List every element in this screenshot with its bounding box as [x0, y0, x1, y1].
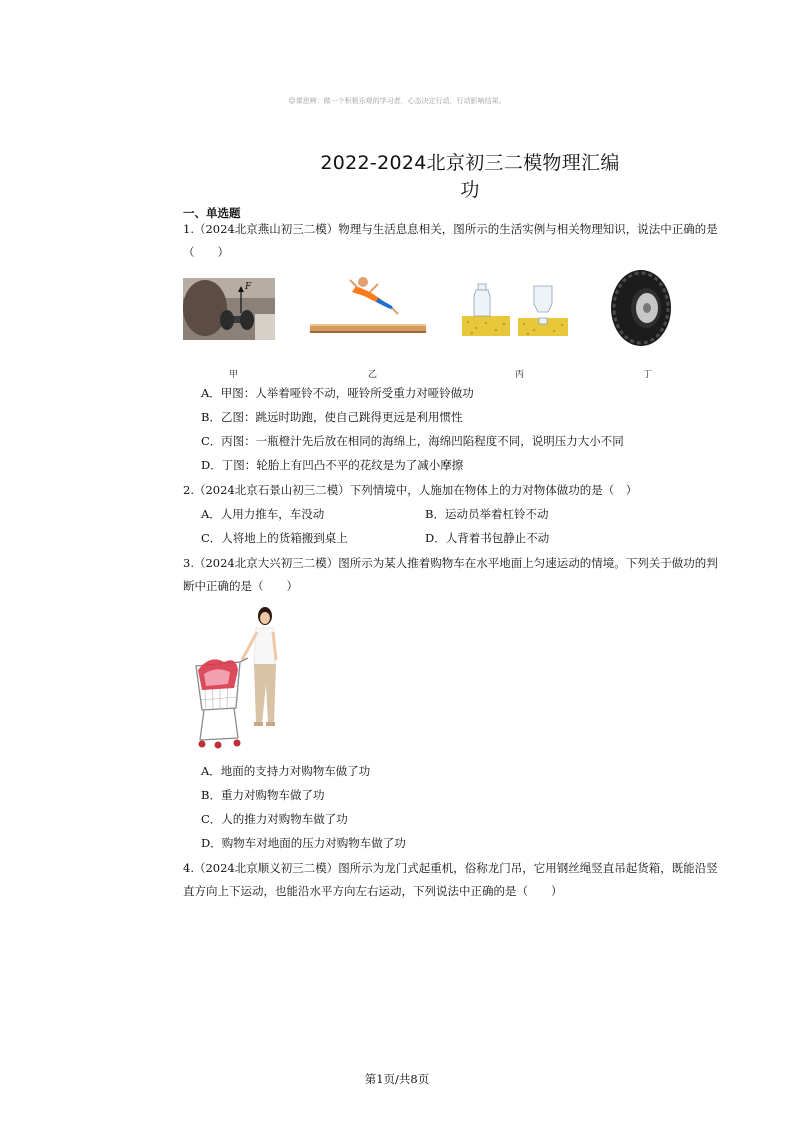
figure-jia-dumbbell [183, 278, 275, 340]
q2-option-b: B．运动员举着杠铃不动 [425, 507, 549, 521]
caption-yi: 乙 [368, 370, 378, 380]
q1-option-c: C．丙图：一瓶橙汁先后放在相同的海绵上，海绵凹陷程度不同，说明压力大小不同 [201, 434, 624, 448]
caption-ding: 丁 [643, 370, 653, 380]
title-line-2: 功 [460, 179, 480, 201]
question-3-text-line-1: 3.（2024北京大兴初三二模）图所示为某人推着购物车在水平地面上匀速运动的情境。下列关于做功的判 [183, 556, 718, 570]
title-line-1: 2022-2024北京初三二模物理汇编 [320, 152, 620, 174]
q1-option-b: B．乙图：跳远时助跑，使自己跳得更远是利用惯性 [201, 410, 463, 424]
question-4-text-line-2: 直方向上下运动，也能沿水平方向左右运动，下列说法中正确的是（ ） [183, 884, 563, 898]
force-label-f: F [245, 282, 252, 292]
question-2-text: 2.（2024北京石景山初三二模）下列情境中，人施加在物体上的力对物体做功的是（ ） [183, 483, 638, 497]
page-footer: 第1页/共8页 [364, 1072, 430, 1086]
question-1-paren: （ ） [183, 245, 229, 259]
q2-option-d: D．人背着书包静止不动 [425, 531, 550, 545]
figure-yi-long-jump [308, 272, 428, 338]
q3-option-b: B．重力对购物车做了功 [201, 788, 325, 802]
figure-bing-bottles-sponge [462, 282, 568, 338]
page-title [300, 150, 640, 204]
q3-option-d: D．购物车对地面的压力对购物车做了功 [201, 836, 406, 850]
question-1 [183, 218, 758, 264]
question-4-text-line-1: 4.（2024北京顺义初三二模）图所示为龙门式起重机，俗称龙门吊，它用钢丝绳竖直吊起货箱，既能沿竖 [183, 861, 718, 875]
q1-option-a: A．甲图：人举着哑铃不动，哑铃所受重力对哑铃做功 [201, 386, 474, 400]
q1-option-d: D．丁图：轮胎上有凹凸不平的花纹是为了减小摩擦 [201, 458, 464, 472]
q2-option-c: C．人将地上的货箱搬到桌上 [201, 531, 348, 545]
question-1-text: 1.（2024北京燕山初三二模）物理与生活息息相关，图所示的生活实例与相关物理知识，说法中正确的是 [183, 222, 718, 236]
caption-jia: 甲 [229, 370, 239, 380]
q2-option-a: A．人用力推车，车没动 [201, 507, 325, 521]
figure-shopping-cart [190, 604, 290, 754]
figure-ding-tire [610, 268, 672, 348]
question-3 [183, 552, 758, 598]
q3-option-a: A．地面的支持力对购物车做了功 [201, 764, 371, 778]
question-3-text-line-2: 断中正确的是（ ） [183, 579, 298, 593]
question-4 [183, 857, 758, 903]
section-heading: 一、单选题 [183, 206, 241, 220]
caption-bing: 丙 [515, 370, 525, 380]
watermark: ☺课思辨：做一个积极乐观的学习者，心态决定行动，行动影响结果。 [288, 97, 506, 105]
q3-option-c: C．人的推力对购物车做了功 [201, 812, 348, 826]
